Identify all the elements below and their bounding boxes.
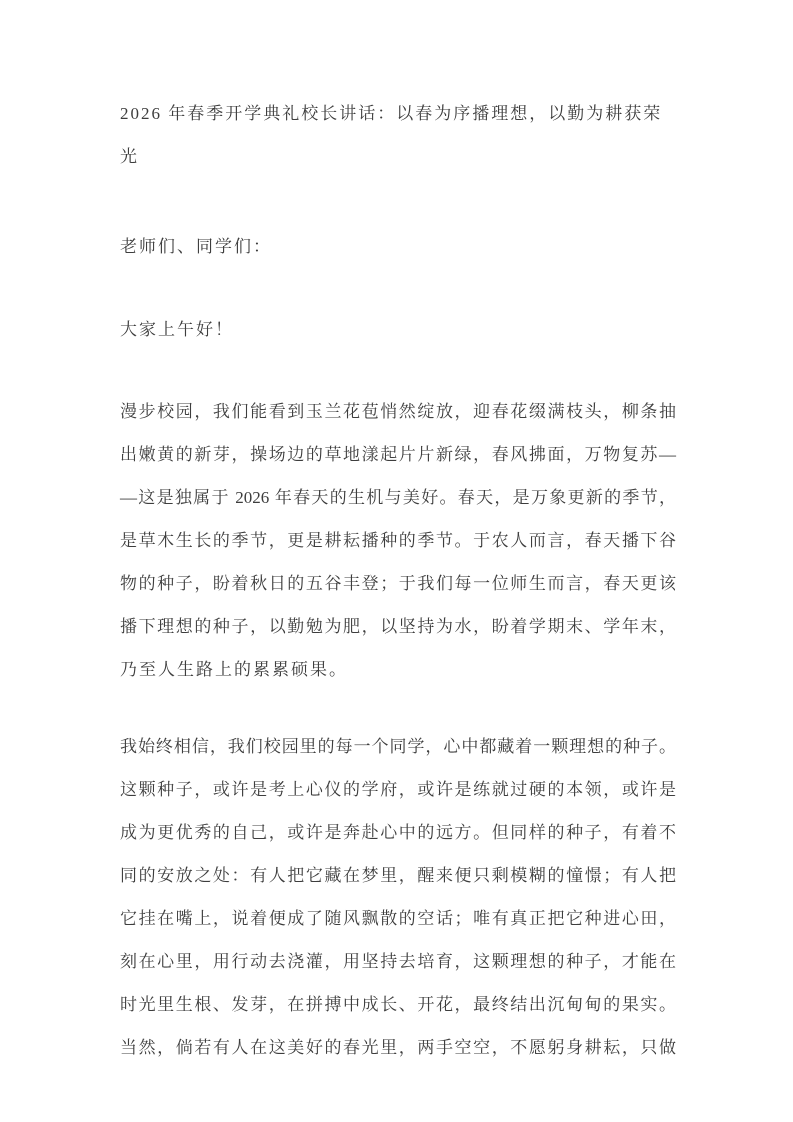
paragraph-line: 乃至人生路上的累累硕果。 [120,660,348,679]
paragraph-line: 我始终相信，我们校园里的每一个同学，心中都藏着一颗理想的种子。 [120,737,676,756]
paragraph-line: 它挂在嘴上，说着便成了随风飘散的空话；唯有真正把它种进心田， [120,909,676,928]
greeting-line: 大家上午好！ [120,320,234,339]
paragraph [120,725,676,1069]
paragraph-line: 出嫩黄的新芽，操场边的草地漾起片片新绿，春风拂面，万物复苏— [120,445,676,464]
document-content [120,0,676,1069]
paragraph-line: 是草木生长的季节，更是耕耘播种的季节。于农人而言，春天播下谷 [120,531,676,550]
paragraph [120,390,676,691]
document-title: 2026 年春季开学典礼校长讲话：以春为序播理想，以勤为耕获荣光 [120,104,663,166]
paragraph-line: 播下理想的种子，以勤勉为肥，以坚持为水，盼着学期末、学年末， [120,617,676,636]
paragraph-line: 这颗种子，或许是考上心仪的学府，或许是练就过硬的本领，或许是 [120,780,676,799]
paragraph-line: 同的安放之处：有人把它藏在梦里，醒来便只剩模糊的憧憬；有人把 [120,866,676,885]
salutation-line: 老师们、同学们： [120,237,272,256]
paragraphs-container [120,390,676,1069]
paragraph-line: 物的种子，盼着秋日的五谷丰登；于我们每一位师生而言，春天更该 [120,574,676,593]
paragraph-line: 当然，倘若有人在这美好的春光里，两手空空，不愿躬身耕耘，只做 [120,1038,676,1057]
paragraph-line: 时光里生根、发芽，在拼搏中成长、开花，最终结出沉甸甸的果实。 [120,995,676,1014]
paragraph-line: 成为更优秀的自己，或许是奔赴心中的远方。但同样的种子，有着不 [120,823,676,842]
paragraph-line: —这是独属于 2026 年春天的生机与美好。春天，是万象更新的季节， [120,488,676,507]
paragraph-line: 刻在心里，用行动去浇灌，用坚持去培育，这颗理想的种子，才能在 [120,952,676,971]
paragraph-line: 漫步校园，我们能看到玉兰花苞悄然绽放，迎春花缀满枝头，柳条抽 [120,402,676,421]
